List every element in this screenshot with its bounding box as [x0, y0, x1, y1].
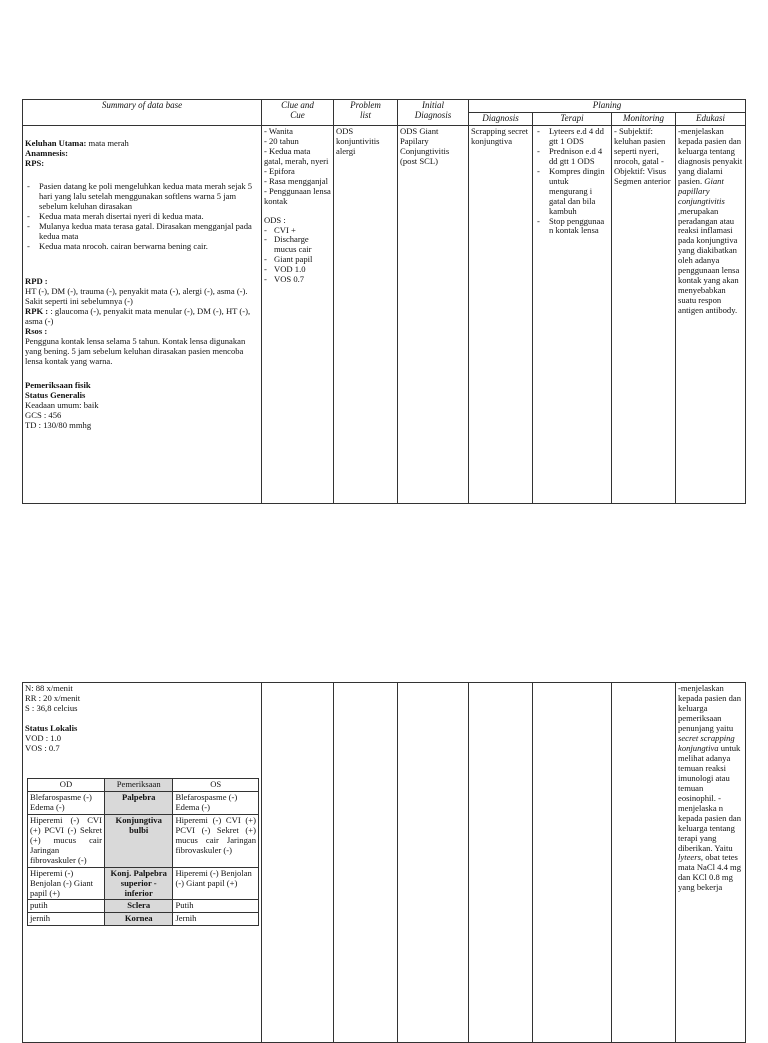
vital-suhu: S : 36,8 celcius — [25, 702, 78, 713]
monitoring-header: Monitoring — [612, 112, 676, 125]
initial-diagnosis-cell-continued — [398, 683, 469, 1043]
od-konjungtiva-bulbi: Hiperemi (-) CVI (+) PCVI (-) Sekret (+) mucus cair Jaringan fibrovaskuler (-) — [28, 814, 105, 867]
terapi-header: Terapi — [533, 112, 612, 125]
anamnesis-label: Anamnesis: — [25, 147, 68, 158]
planing-diagnosis-cell: Scrapping secret konjungtiva — [469, 125, 533, 503]
label-palpebra: Palpebra — [105, 791, 173, 814]
list-item: - Discharge mucus cair — [264, 235, 331, 255]
od-palpebra: Blefarospasme (-) Edema (-) — [28, 791, 105, 814]
vos-value: VOS : 0.7 — [25, 742, 60, 753]
vital-nadi: N: 88 x/menit — [25, 683, 73, 693]
list-item: - Mulanya kedua mata terasa gatal. Dirasakan mengganjal pada kedua mata — [25, 222, 259, 242]
ods-label: ODS : — [264, 214, 286, 225]
list-item: - Kedua mata gatal, merah, nyeri — [264, 145, 329, 166]
list-item: - Giant papil — [264, 255, 331, 265]
vital-gcs: GCS : 456 — [25, 410, 62, 421]
summary-header: Summary of data base — [23, 100, 262, 126]
header-row-1 — [23, 100, 746, 113]
list-item: - Kedua mata merah disertai nyeri di kedua mata. — [25, 212, 259, 222]
edukasi-cell: -menjelaskan kepada pasien dan keluarga tentang diagnosis penyakit yang dialami pasien. Giant papillary conjungtivitis ,merupakan peradangan atau reaksi inflamasi pada konjungtiva yang diakibatkan oleh adanya penggunaan lensa kontak yang akan menyebabkan suatu respon antigen antibody. — [676, 125, 746, 503]
ods-list — [264, 226, 331, 286]
od-kornea: jernih — [28, 913, 105, 926]
od-konj-palpebra: Hiperemi (-) Benjolan (-) Giant papil (+) — [28, 867, 105, 900]
list-item: - Stop penggunaa n kontak lensa — [535, 217, 609, 237]
od-header: OD — [28, 778, 105, 791]
rsos-text: Pengguna kontak lensa selama 5 tahun. Kontak lensa digunakan yang bening. 5 jam sebelum keluhan dirasakan pasien mencoba lensa kontak yang warna. — [25, 336, 246, 367]
label-kornea: Kornea — [105, 913, 173, 926]
list-item: - Kompres dingin untuk mengurang i gatal dan bila kambuh — [535, 167, 609, 217]
rpk-text: RPK : : glaucoma (-), penyakit mata menular (-), DM (-), HT (-), asma (-) — [25, 306, 251, 327]
terapi-cell — [533, 125, 612, 503]
list-item: - Kedua mata nrocoh. cairan berwarna bening cair. — [25, 242, 259, 252]
rpd-text: HT (-), DM (-), trauma (-), penyakit mata (-), alergi (-), asma (-). Sakit seperti ini sebelumnya (-) — [25, 286, 248, 307]
rps-list — [25, 182, 259, 252]
status-generalis-label: Status Generalis — [25, 390, 86, 401]
label-konj-palpebra: Konj. Palpebra superior - inferior — [105, 867, 173, 900]
planing-header: Planing — [469, 100, 746, 113]
list-item: - CVI + — [264, 226, 331, 236]
list-item: - 20 tahun — [264, 135, 299, 146]
vital-keadaan-umum: Keadaan umum: baik — [25, 400, 99, 411]
edukasi-header: Edukasi — [676, 112, 746, 125]
os-kornea: Jernih — [173, 913, 259, 926]
clue-cell — [262, 125, 334, 503]
os-konjungtiva-bulbi: Hiperemi (-) CVI (+) PCVI (-) Sekret (+) mucus cair Jaringan fibrovaskuler (-) — [173, 814, 259, 867]
os-sclera: Putih — [173, 900, 259, 913]
list-item: - Prednison e.d 4 dd gtt 1 ODS — [535, 147, 609, 167]
summary-cell-continued — [23, 683, 262, 1043]
summary-cell — [23, 125, 262, 503]
edukasi-cell-continued: -menjelaskan kepada pasien dan keluarga pemeriksaan penunjang yaitu secret scrapping konjungtiva untuk melihat adanya temuan reaksi imunologi atau temuan eosinophil. -menjelaska n kepada pasien dan keluarga tentang terapi yang diberikan. Yaitu lyteers, obat tetes mata NaCl 4.4 mg dan KCl 0.8 mg yang bekerja — [676, 683, 746, 1043]
os-header: OS — [173, 778, 259, 791]
pemeriksaan-header: Pemeriksaan — [105, 778, 173, 791]
terapi-list — [535, 127, 609, 237]
list-item: - VOD 1.0 — [264, 265, 331, 275]
rsos-label: Rsos : — [25, 326, 48, 337]
problem-cell-continued — [334, 683, 398, 1043]
os-konj-palpebra: Hiperemi (-) Benjolan (-) Giant papil (+) — [173, 867, 259, 900]
list-item: - Rasa mengganjal — [264, 175, 328, 186]
list-item: - VOS 0.7 — [264, 275, 331, 285]
vital-rr: RR : 20 x/menit — [25, 692, 81, 703]
label-sclera: Sclera — [105, 900, 173, 913]
os-palpebra: Blefarospasme (-) Edema (-) — [173, 791, 259, 814]
list-item: - Penggunaan lensa kontak — [264, 185, 331, 206]
problem-header: Problem list — [334, 100, 398, 126]
keluhan-utama: Keluhan Utama: mata merah — [25, 137, 129, 148]
list-item: - Pasien datang ke poli mengeluhkan kedua mata merah sejak 5 hari yang lalu setelah menggunakan softlens warna 5 jam sebelum keluhan dirasakan — [25, 182, 259, 212]
od-sclera: putih — [28, 900, 105, 913]
rpd-label: RPD : — [25, 276, 48, 287]
label-konjungtiva-bulbi: Konjungtiva bulbi — [105, 814, 173, 867]
initial-diagnosis-cell: ODS Giant Papilary Conjungtivitis (post SCL) — [398, 125, 469, 503]
pemeriksaan-fisik-label: Pemeriksaan fisik — [25, 380, 91, 391]
planing-diagnosis-cell-continued — [469, 683, 533, 1043]
monitoring-cell-continued — [612, 683, 676, 1043]
list-item: - Wanita — [264, 125, 293, 136]
vod-value: VOD : 1.0 — [25, 732, 62, 743]
initial-diagnosis-header: Initial Diagnosis — [398, 100, 469, 126]
body-row-2 — [23, 683, 746, 1043]
body-row-1 — [23, 125, 746, 503]
exam-header-row — [28, 778, 259, 791]
status-lokalis-label: Status Lokalis — [25, 722, 78, 733]
table-row — [28, 814, 259, 867]
table-row — [28, 867, 259, 900]
terapi-cell-continued — [533, 683, 612, 1043]
summary-table-page-2 — [22, 682, 746, 1043]
clue-cell-continued — [262, 683, 334, 1043]
list-item: - Lyteers e.d 4 dd gtt 1 ODS — [535, 127, 609, 147]
table-row — [28, 791, 259, 814]
rps-label: RPS: — [25, 157, 45, 168]
list-item: - Epifora — [264, 165, 295, 176]
monitoring-cell: - Subjektif: keluhan pasien seperti nyeri, nrocoh, gatal - Objektif: Visus Segmen anterior — [612, 125, 676, 503]
table-row — [28, 913, 259, 926]
clue-header: Clue and Cue — [262, 100, 334, 126]
eye-exam-table — [27, 778, 259, 927]
vital-td: TD : 130/80 mmhg — [25, 420, 92, 431]
diagnosis-header: Diagnosis — [469, 112, 533, 125]
summary-table-page-1 — [22, 99, 746, 504]
problem-cell: ODS konjuntivitis alergi — [334, 125, 398, 503]
table-row — [28, 900, 259, 913]
